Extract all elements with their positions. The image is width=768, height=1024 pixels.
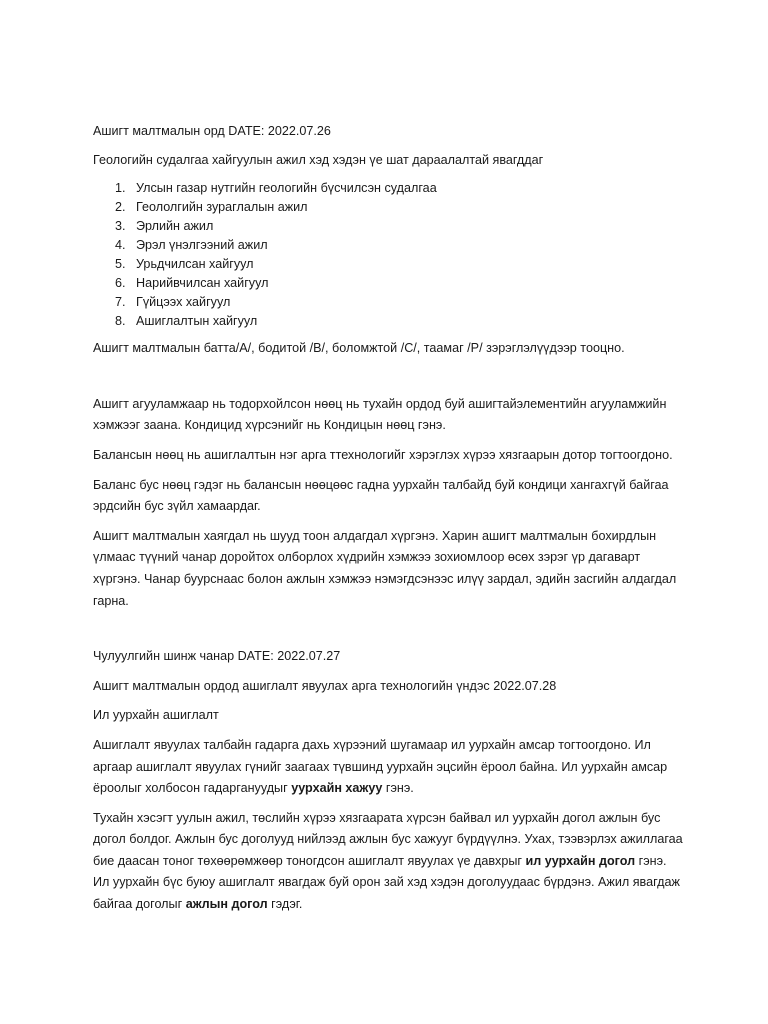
text-run: гэнэ. [382,781,414,796]
heading-mining-technology: Ашигт малтмалын ордод ашиглалт явуулах арга технологийн үндэс 2022.07.28 [93,678,557,693]
paragraph-offbalance: Баланс бус нөөц гэдэг нь балансын нөөцөөс гадна уурхайн талбайд буй кондици хангахгүй байгаа эрдсийн бус зүйл хамаардаг. [93,477,669,514]
list-item [93,274,683,293]
list-number: 1. [115,181,126,196]
heading-rock-properties: Чулуулгийн шинж чанар DATE: 2022.07.27 [93,649,341,664]
list-number: 4. [115,238,126,253]
list-text: Гүйцээх хайгуул [136,295,231,310]
list-text: Ашиглалтын хайгуул [136,314,258,329]
list-item [93,255,683,274]
term-pit-wall: уурхайн хажуу [291,781,383,796]
paragraph-reserves: Ашигт агууламжаар нь тодорхойлсон нөөц нь тухайн ордод буй ашигтайэлементийн агууламжийн хэмжээг заана. Кондицид хүрсэнийг нь Кондицын нөөц гэнэ. [93,396,667,433]
list-item [93,236,683,255]
list-text: Эрэл үнэлгээний ажил [136,238,268,253]
heading-open-pit: Ил уурхайн ашиглалт [93,708,219,723]
classification-text: Ашигт малтмалын батта/А/, бодитой /В/, боломжтой /С/, таамаг /Р/ зэрэглэлүүдээр тооцно. [93,341,625,356]
text-run: Ашиглалт явуулах талбайн гадарга дахь хүрээний шугамаар ил уурхайн амсар тогтоогдоно. Ил аргаар ашиглалт явуулах гүнийг заагаах түвшинд уурхайн эцсийн ёроол байна. Ил уурхайн амсар ёроолыг холбосон гадаргануудыг [93,737,668,796]
list-item [93,293,683,312]
text-run: гэдэг. [267,897,303,912]
paragraph-bench [93,808,683,916]
text-run: гэнэ. Ил уурхайн бүс буюу ашиглалт явагдаж буй орон зай хэд хэдэн доголуудаас бүрдэнэ. Ажил явагдаж байгаа доголыг [93,853,680,912]
list-number: 3. [115,219,126,234]
list-text: Улсын газар нутгийн геологийн бүсчилсэн судалгаа [136,181,437,196]
list-text: Урьдчилсан хайгуул [136,257,254,272]
text-run: Тухайн хэсэгт уулын ажил, төслийн хүрээ хязгаарата хүрсэн байвал ил уурхайн догол ажлын бус догол болдог. Ажлын бус доголууд нийлээд ажлын бус хажууг бүрдүүлнэ. Ухах, тээвэрлэх ажиллагаа бие даасан тоног төхөөрөмжөөр тоногдсон ашиглалт явуулах үе давхрыг [93,810,683,868]
list-number: 5. [115,257,126,272]
list-item [93,179,683,198]
list-text: Эрлийн ажил [136,219,214,234]
list-number: 2. [115,200,126,215]
paragraph-balance: Балансын нөөц нь ашиглалтын нэг арга ттехнологийг хэрэглэх хүрээ хязгаарын дотор тогтоогдоно. [93,447,673,462]
document-page [93,121,683,916]
list-item [93,312,683,331]
list-number: 7. [115,295,126,310]
list-number: 6. [115,276,126,291]
list-text: Нарийвчилсан хайгуул [136,276,269,291]
list-item [93,217,683,236]
heading-ore-deposit: Ашигт малтмалын орд DATE: 2022.07.26 [93,124,331,138]
paragraph-open-pit [93,735,683,800]
paragraph-loss: Ашигт малтмалын хаягдал нь шууд тоон алдагдал хүргэнэ. Харин ашигт малтмалын бохирдлын үлмаас түүний чанар доройтох олборлох хүдрийн хэмжээ зохиомлоор өсөх зэрэг үр дагаварт хүргэнэ. Чанар буурснаас болон ажлын хэмжээ нэмэгдсэнээс илүү зардал, эдийн засгийн алдагдал гарна. [93,528,677,608]
list-number: 8. [115,314,126,329]
term-bench: ил уурхайн догол [525,853,636,868]
stages-list [93,179,683,331]
list-item [93,198,683,217]
list-text: Геололгийн зураглалын ажил [136,200,308,215]
term-working-bench: ажлын догол [185,897,268,912]
intro-stages: Геологийн судалгаа хайгуулын ажил хэд хэдэн үе шат дараалалтай явагддаг [93,152,544,167]
